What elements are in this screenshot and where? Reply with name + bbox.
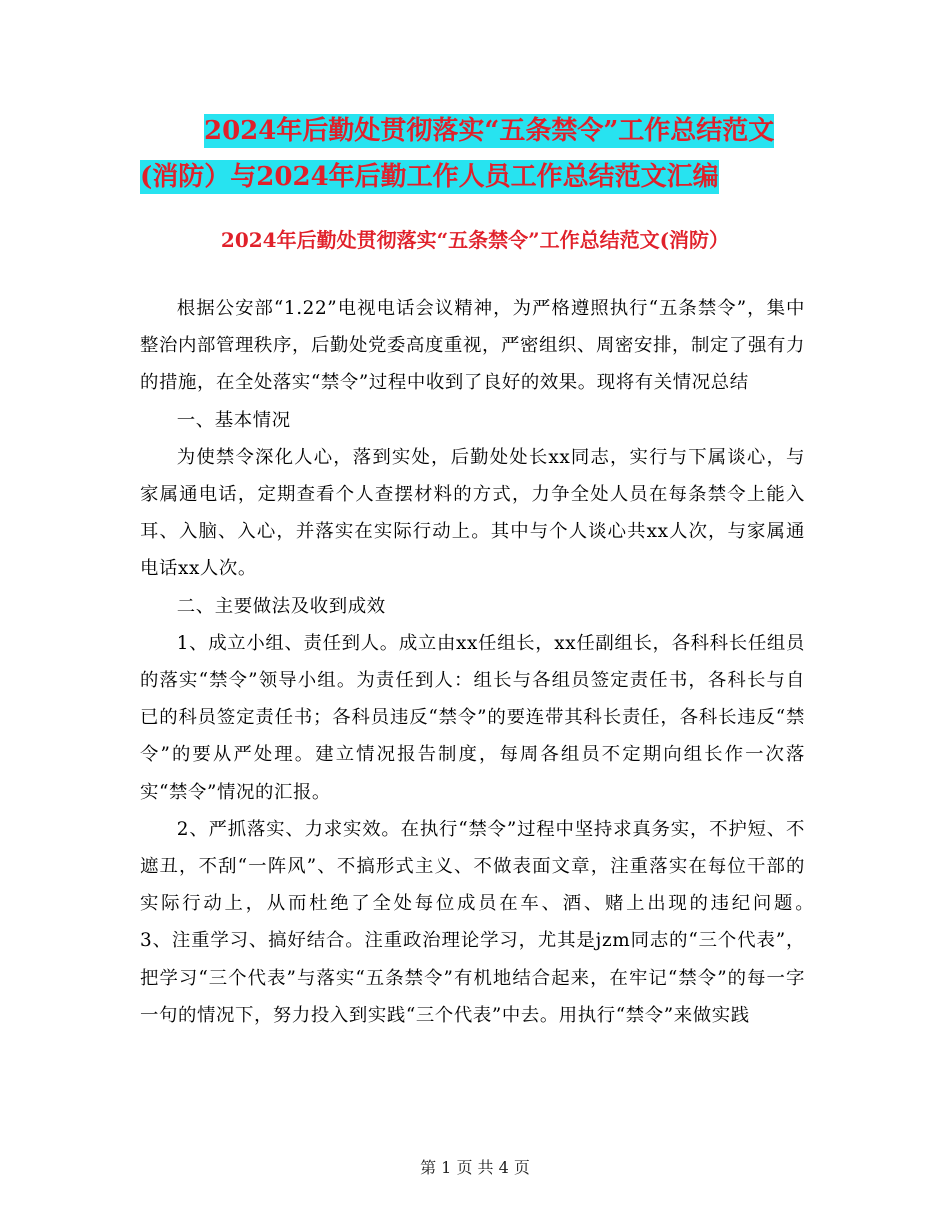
heading-main-practices: 二、主要做法及收到成效 <box>176 595 386 617</box>
paragraph-practice-2: 2、严抓落实、力求实效。在执行“禁令”过程中坚持求真务实，不护短、不遮丑，不刮“一阵风”、不搞形式主义、不做表面文章，注重落实在每位干部的实际行动上，从而杜绝了全处每位成员在车、酒、赌上出现的违纪问题。 3、注重学习、搞好结合。注重政治理论学习，尤其是jzm同志的“三个代表”，把学习“三个代表”与落实“五条禁令”有机地结合起来，在牢记“禁令”的每一字一句的情况下，努力投入到实践“三个代表”中去。用执行“禁令”来做实践 <box>140 818 843 1026</box>
section-title: 2024年后勤处贯彻落实“五条禁令”工作总结范文(消防） <box>220 228 730 252</box>
document-title-line-2 <box>140 154 810 200</box>
document-body <box>140 290 843 1034</box>
paragraph-practice-1: 1、成立小组、责任到人。成立由xx任组长，xx任副组长，各科科长任组员的落实“禁令”领导小组。为责任到人：组长与各组员签定责任书，各科长与自已的科员签定责任书；各科员违反“禁令”的要连带其科长责任，各科长违反“禁令”的要从严处理。建立情况报告制度，每周各组员不定期向组长作一次落实“禁令”情况的汇报。 <box>140 632 805 803</box>
title-highlight: 2024年后勤处贯彻落实“五条禁令”工作总结范文 <box>204 116 775 146</box>
document-title-line-1 <box>140 108 810 154</box>
paragraph-basic-situation: 为使禁令深化人心，落到实处，后勤处处长xx同志，实行与下属谈心，与家属通电话，定期查看个人查摆材料的方式，力争全处人员在每条禁令上能入耳、入脑、入心，并落实在实际行动上。其中与个人谈心共xx人次，与家属通电话xx人次。 <box>140 446 805 580</box>
document-title <box>140 108 810 200</box>
heading-basic-situation: 一、基本情况 <box>176 409 291 431</box>
paragraph-intro: 根据公安部“1.22”电视电话会议精神，为严格遵照执行“五条禁令”，集中整治内部管理秩序，后勤处党委高度重视，严密组织、周密安排，制定了强有力的措施，在全处落实“禁令”过程中收到了良好的效果。现将有关情况总结 <box>140 298 805 394</box>
title-highlight: (消防）与2024年后勤工作人员工作总结范文汇编 <box>140 162 719 192</box>
page-number: 第 1 页 共 4 页 <box>420 1158 530 1177</box>
